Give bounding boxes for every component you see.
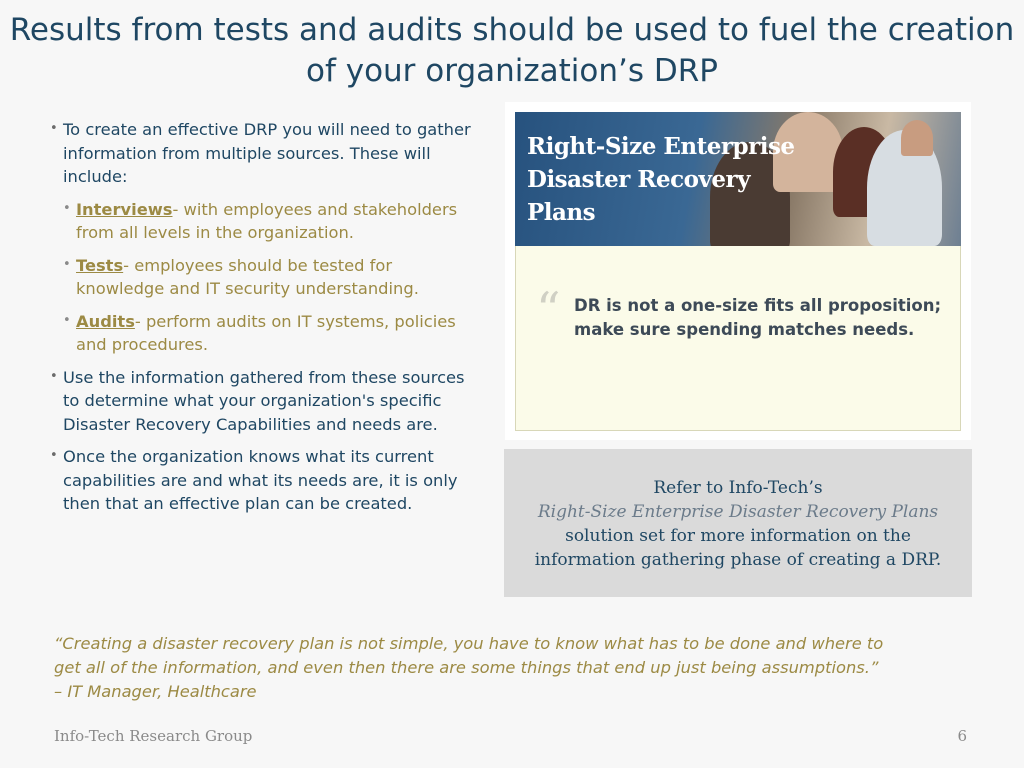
interviews-text: - with employees and stakeholders from all levels in the organization. — [76, 199, 458, 242]
audits-text: - perform audits on IT systems, policies and procedures. — [76, 311, 456, 354]
title-line-2: of your organization’s DRP — [305, 53, 718, 89]
cover-quote-panel — [515, 246, 961, 431]
slide-title — [0, 10, 1024, 92]
cover-title-line-3: Plans — [527, 199, 596, 226]
sub-bullet-interviews — [61, 198, 478, 245]
cover-photo-banner — [515, 112, 961, 246]
reference-line-1: Refer to Info-Tech’s — [653, 478, 823, 498]
title-line-1: Results from tests and audits should be used to fuel the creation — [9, 12, 1015, 48]
reference-box — [504, 449, 972, 597]
tests-text: - employees should be tested for knowledge and IT security understanding. — [76, 255, 419, 298]
reference-line-3: solution set for more information on the — [565, 526, 911, 546]
cover-title-line-1: Right-Size Enterprise — [527, 133, 795, 160]
bullet-gather-information: • To create an effective DRP you will need to gather information from multiple sources. These will include: — [48, 118, 478, 189]
page-number: 6 — [957, 727, 967, 745]
cover-title — [527, 130, 795, 229]
quote-attribution: – IT Manager, Healthcare — [54, 682, 257, 701]
reference-text — [504, 476, 972, 572]
tests-term: Tests — [76, 255, 124, 275]
interviews-term: Interviews — [76, 199, 173, 219]
sub-bullet-tests — [61, 254, 478, 301]
cover-quote: DR is not a one-size fits all proposition; make sure spending matches needs. — [574, 296, 942, 339]
footer-organization: Info-Tech Research Group — [54, 727, 253, 745]
customer-quote — [54, 632, 994, 704]
audits-term: Audits — [76, 311, 135, 331]
customer-quote-line-2: get all of the information, and even then there are some things that end up just being assumptions.” — [54, 658, 879, 677]
bullet-effective-plan: • Once the organization knows what its current capabilities are and what its needs are, it is only then that an effective plan can be created. — [48, 445, 478, 516]
bullet-use-information: • Use the information gathered from these sources to determine what your organization's specific Disaster Recovery Capabilities and needs are. — [48, 366, 478, 437]
person-figure — [901, 120, 933, 156]
report-cover-image — [505, 102, 971, 440]
reference-solution-set: Right-Size Enterprise Disaster Recovery Plans — [537, 502, 939, 522]
customer-quote-line-1: “Creating a disaster recovery plan is not simple, you have to know what has to be done and where to — [54, 634, 884, 653]
bullet-list — [48, 118, 478, 525]
cover-title-line-2: Disaster Recovery — [527, 166, 750, 193]
reference-line-4: information gathering phase of creating a DRP. — [534, 550, 942, 570]
sub-bullet-audits — [61, 310, 478, 357]
quote-mark-icon: “ — [536, 282, 561, 338]
